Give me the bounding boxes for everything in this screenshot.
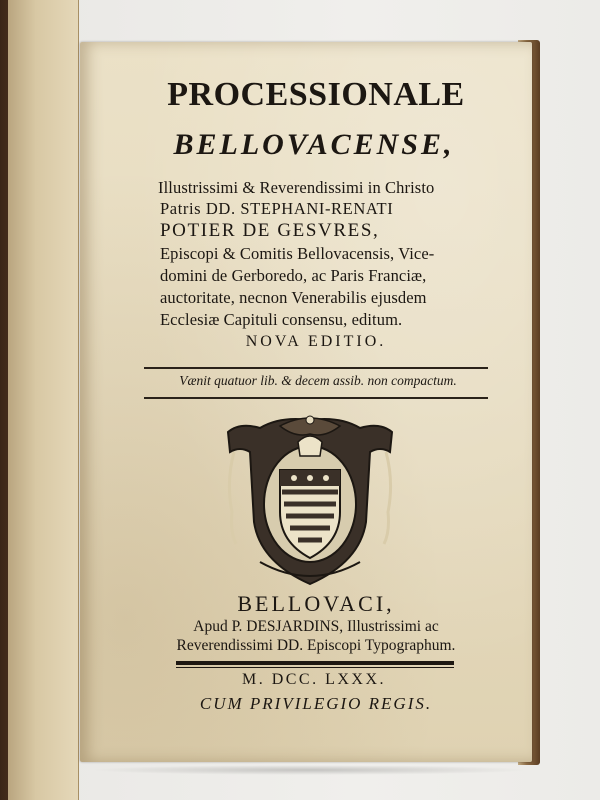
- upper-rule: [144, 367, 488, 369]
- body-line-7: Ecclesiæ Capituli consensu, editum.: [160, 310, 403, 329]
- title-subtitle: BELLOVACENSE,: [173, 128, 455, 161]
- title-page: [80, 42, 532, 762]
- body-line-5: domini de Gerboredo, ac Paris Franciæ,: [160, 266, 427, 285]
- thin-rule: [176, 667, 454, 668]
- privilege-line: CUM PRIVILEGIO REGIS.: [199, 694, 433, 713]
- body-line-2: Patris DD. STEPHANI-RENATI: [160, 199, 394, 218]
- coat-of-arms-icon: [220, 412, 400, 587]
- price-note: Vænit quatuor lib. & decem assib. non compactum.: [179, 373, 457, 388]
- imprint-year: M. DCC. LXXX.: [241, 671, 387, 688]
- body-line-4: Episcopi & Comitis Bellovacensis, Vice-: [160, 244, 435, 263]
- body-line-3: POTIER DE GESVRES,: [160, 220, 380, 241]
- printer-line-2: Reverendissimi DD. Episcopi Typographum.: [176, 637, 456, 654]
- thick-rule: [176, 661, 454, 665]
- title-main: PROCESSIONALE: [167, 76, 465, 113]
- lower-rule: [144, 397, 488, 399]
- left-endpaper: [8, 0, 79, 800]
- book-shadow: [90, 765, 530, 775]
- body-line-6: auctoritate, necnon Venerabilis ejusdem: [160, 288, 427, 307]
- body-line-1: Illustrissimi & Reverendissimi in Christo: [158, 178, 435, 197]
- edition-label: NOVA EDITIO.: [245, 333, 387, 350]
- printer-line-1: Apud P. DESJARDINS, Illustrissimi ac: [193, 618, 439, 635]
- imprint-place: BELLOVACI,: [237, 591, 395, 616]
